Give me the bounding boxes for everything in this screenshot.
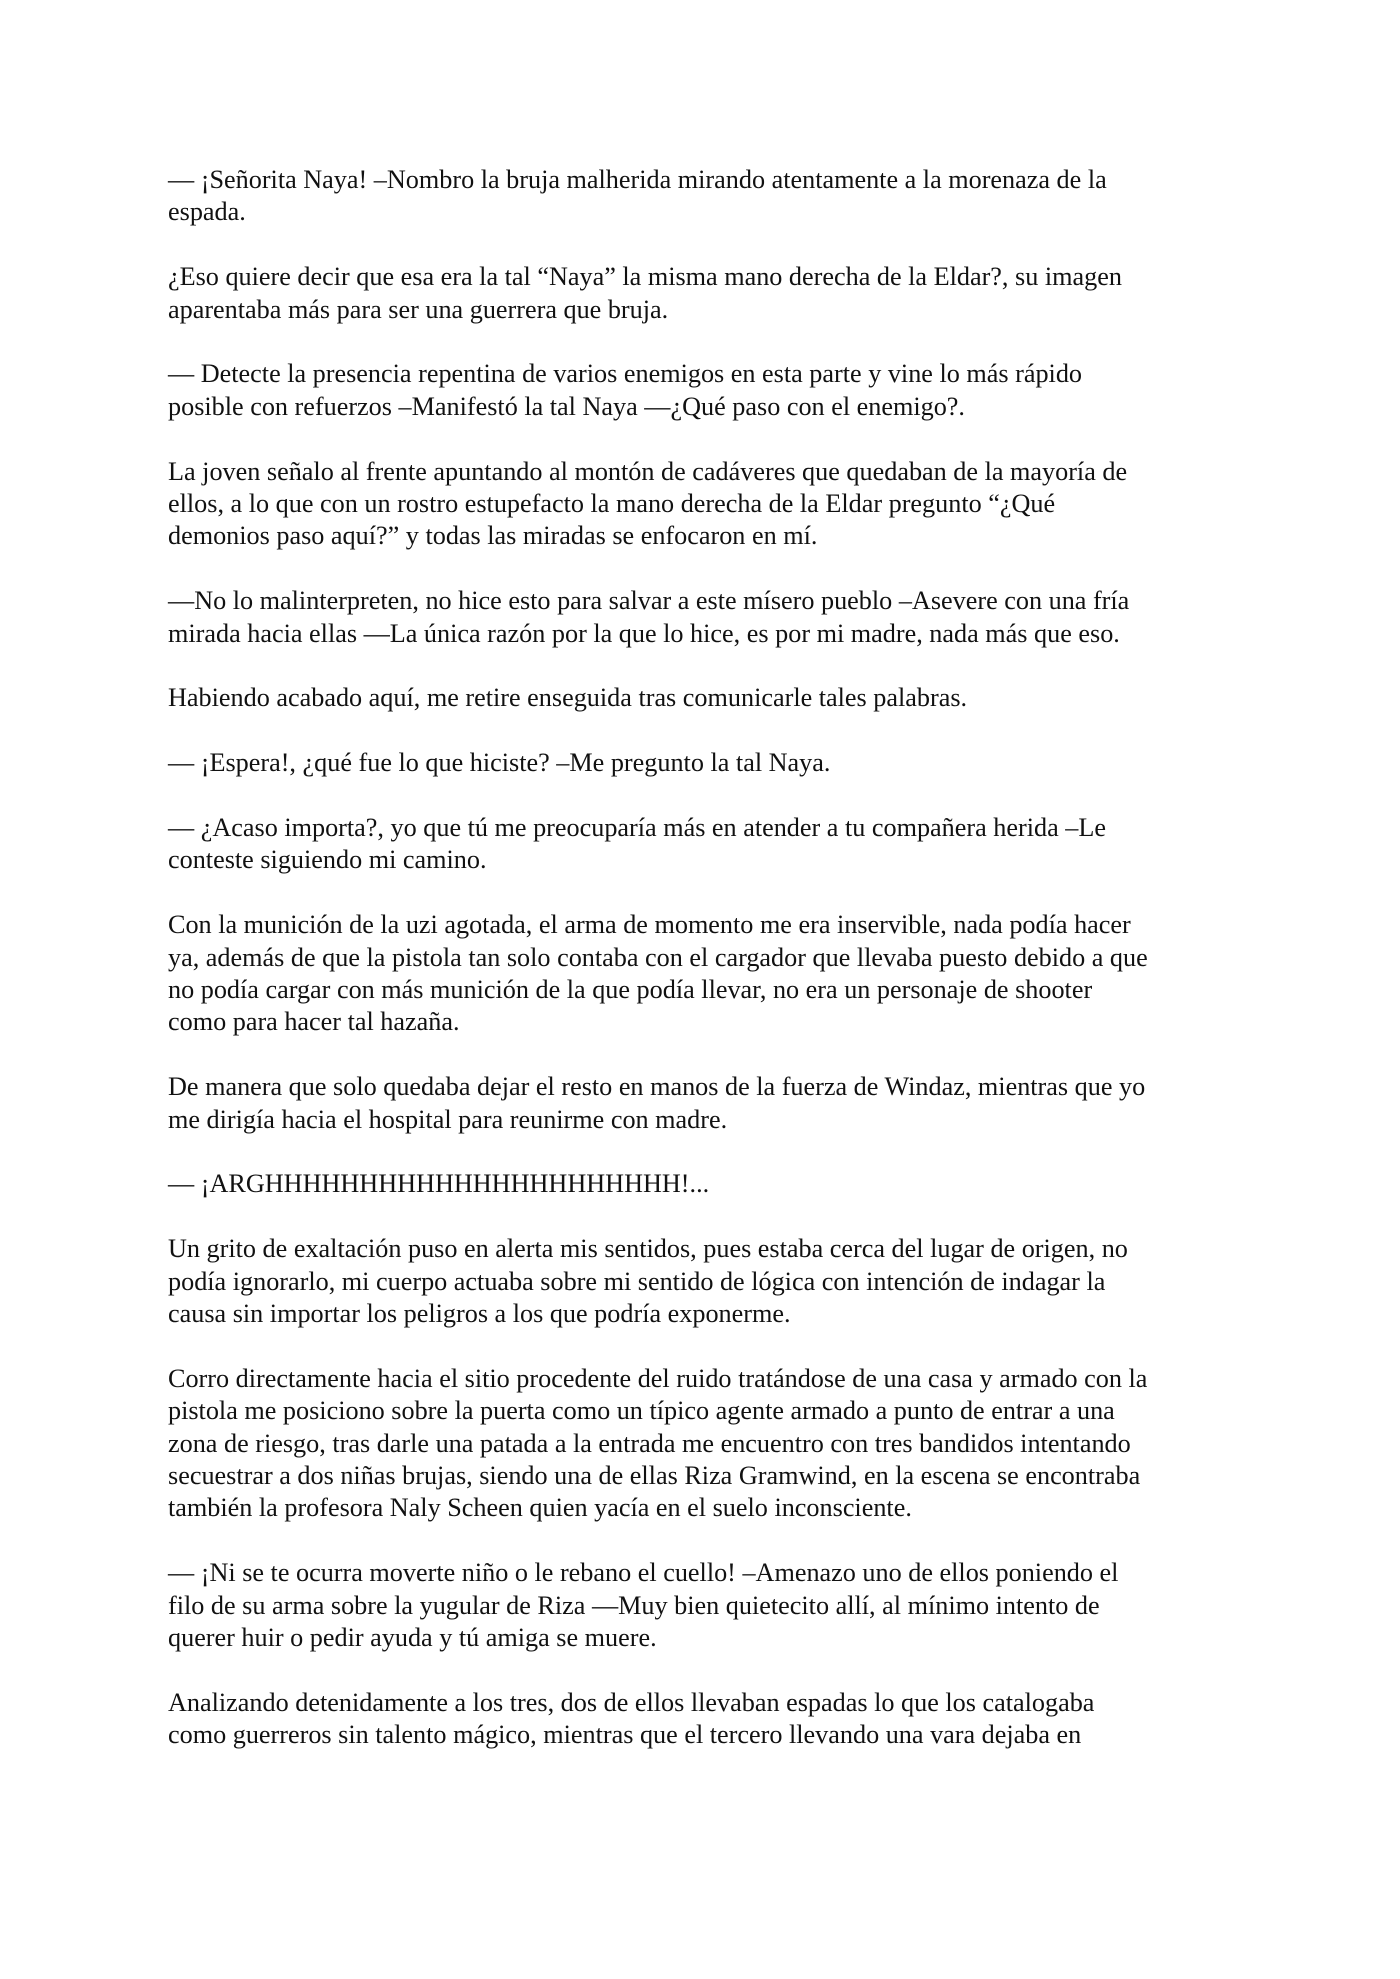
paragraph: — ¿Acaso importa?, yo que tú me preocuparía más en atender a tu compañera herida –Le conteste siguiendo mi camino. <box>168 813 1106 875</box>
paragraph: — ¡Espera!, ¿qué fue lo que hiciste? –Me pregunto la tal Naya. <box>168 748 831 778</box>
paragraph: —No lo malinterpreten, no hice esto para salvar a este mísero pueblo –Asevere con una fría mirada hacia ellas —La única razón por la que lo hice, es por mi madre, nada más que eso. <box>168 586 1130 648</box>
paragraph: — Detecte la presencia repentina de varios enemigos en esta parte y vine lo más rápido posible con refuerzos –Manifestó la tal Naya —¿Qué paso con el enemigo?. <box>168 359 1083 421</box>
paragraph: Corro directamente hacia el sitio procedente del ruido tratándose de una casa y armado con la pistola me posiciono sobre la puerta como un típico agente armado a punto de entrar a una zona de riesgo, tras darle una patada a la entrada me encuentro con tres bandidos intentando secuestrar a dos niñas brujas, siendo una de ellas Riza Gramwind, en la escena se encontraba también la profesora Naly Scheen quien yacía en el suelo inconsciente. <box>168 1363 1148 1523</box>
paragraph: La joven señalo al frente apuntando al montón de cadáveres que quedaban de la mayoría de ellos, a lo que con un rostro estupefacto la mano derecha de la Eldar pregunto “¿Qué demonios paso aquí?” y todas las miradas se enfocaron en mí. <box>168 456 1128 551</box>
paragraph: Habiendo acabado aquí, me retire enseguida tras comunicarle tales palabras. <box>168 683 968 713</box>
paragraph: — ¡ARGHHHHHHHHHHHHHHHHHHHHHH!... <box>168 1169 710 1199</box>
paragraph: — ¡Señorita Naya! –Nombro la bruja malherida mirando atentamente a la morenaza de la espada. <box>168 165 1107 227</box>
paragraph: Con la munición de la uzi agotada, el arma de momento me era inservible, nada podía hacer ya, además de que la pistola tan solo contaba con el cargador que llevaba puesto debido a que no podía cargar con más munición de la que podía llevar, no era un personaje de shooter como para hacer tal hazaña. <box>168 910 1148 1037</box>
paragraph: — ¡Ni se te ocurra moverte niño o le rebano el cuello! –Amenazo uno de ellos poniendo el filo de su arma sobre la yugular de Riza —Muy bien quietecito allí, al mínimo intento de querer huir o pedir ayuda y tú amiga se muere. <box>168 1558 1119 1653</box>
paragraph: De manera que solo quedaba dejar el resto en manos de la fuerza de Windaz, mientras que yo me dirigía hacia el hospital para reunirme con madre. <box>168 1072 1146 1134</box>
document-body <box>168 164 1230 1784</box>
paragraph: Un grito de exaltación puso en alerta mis sentidos, pues estaba cerca del lugar de origen, no podía ignorarlo, mi cuerpo actuaba sobre mi sentido de lógica con intención de indagar la causa sin importar los peligros a los que podría exponerme. <box>168 1234 1128 1329</box>
paragraph: ¿Eso quiere decir que esa era la tal “Naya” la misma mano derecha de la Eldar?, su imagen aparentaba más para ser una guerrera que bruja. <box>168 262 1122 324</box>
paragraph: Analizando detenidamente a los tres, dos de ellos llevaban espadas lo que los catalogaba como guerreros sin talento mágico, mientras que el tercero llevando una vara dejaba en <box>168 1687 1095 1750</box>
